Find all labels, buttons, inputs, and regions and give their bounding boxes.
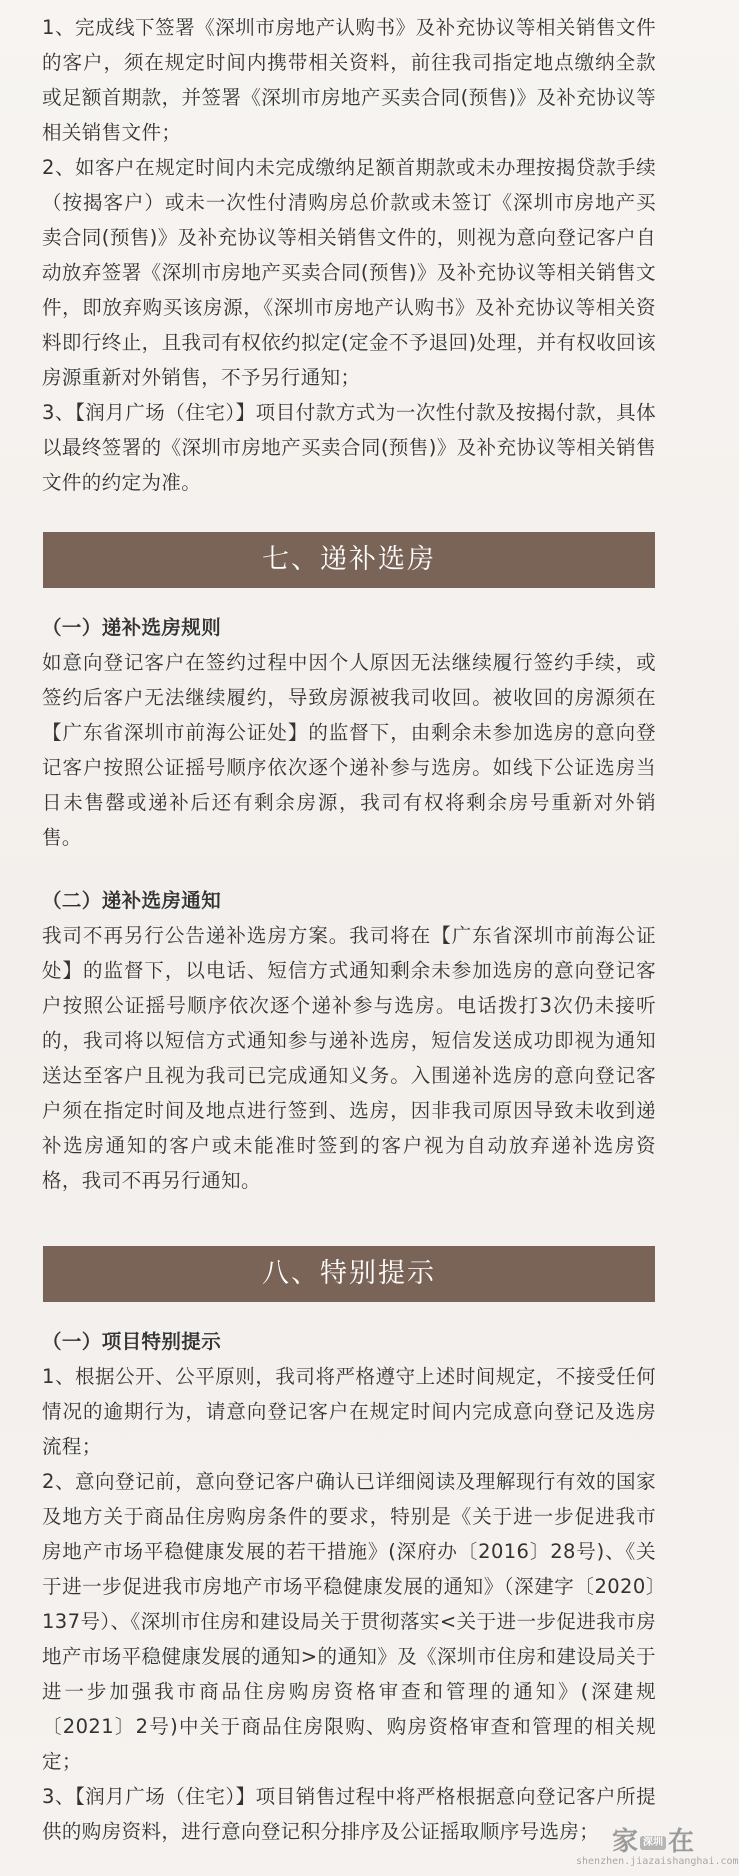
section8-body <box>42 1324 656 1849</box>
note-item-2: 2、意向登记前，意向登记客户确认已详细阅读及理解现行有效的国家及地方关于商品住房购房条件的要求，特别是《关于进一步促进我市房地产市场平稳健康发展的若干措施》(深府办〔2016〕28号)、《关于进一步促进我市房地产市场平稳健康发展的通知》（深建字〔2020〕137号）、《深圳市住房和建设局关于贯彻落实<关于进一步促进我市房地产市场平稳健康发展的通知>的通知》及《深圳市住房和建设局关于进一步加强我市商品住房购房资格审查和管理的通知》(深建规〔2021〕2号)中关于商品住房限购、购房资格审查和管理的相关规定； <box>42 1470 656 1773</box>
section-header-special-notes: 八、特别提示 <box>43 1246 655 1302</box>
subheading-backfill-rules: （一）递补选房规则 <box>42 616 222 639</box>
document-body <box>42 10 656 1849</box>
subheading-project-notes: （一）项目特别提示 <box>42 1330 222 1353</box>
backfill-notice-text: 我司不再另行公告递补选房方案。我司将在【广东省深圳市前海公证处】的监督下，以电话、短信方式通知剩余未参加选房的意向登记客户按照公证摇号顺序依次逐个递补参与选房。电话拨打3次仍未接听的，我司将以短信方式通知参与递补选房，短信发送成功即视为通知送达至客户且视为我司已完成通知义务。入围递补选房的意向登记客户须在指定时间及地点进行签到、选房，因非我司原因导致未收到递补选房通知的客户或未能准时签到的客户视为自动放弃递补选房资格，我司不再另行通知。 <box>42 924 656 1192</box>
watermark-char-left: 家 <box>611 1827 638 1857</box>
watermark-char-right: 在 <box>667 1827 694 1857</box>
note-item-1: 1、根据公开、公平原则，我司将严格遵守上述时间规定，不接受任何情况的逾期行为，请意向登记客户在规定时间内完成意向登记及选房流程； <box>42 1365 656 1458</box>
note-item-3: 3、【润月广场（住宅）】项目销售过程中将严格根据意向登记客户所提供的购房资料，进行意向登记积分排序及公证摇取顺序号选房； <box>42 1785 656 1843</box>
section-header-backfill: 七、递补选房 <box>43 532 655 588</box>
watermark-url: shenzhen.jiazaishanghai.com <box>576 1856 739 1867</box>
backfill-rules-text: 如意向登记客户在签约过程中因个人原因无法继续履行签约手续，或签约后客户无法继续履约，导致房源被我司收回。被收回的房源须在【广东省深圳市前海公证处】的监督下，由剩余未参加选房的意向登记客户按照公证摇号顺序依次逐个递补参与选房。如线下公证选房当日未售罄或递补后还有剩余房源，我司有权将剩余房号重新对外销售。 <box>42 651 656 849</box>
watermark-logo <box>576 1827 739 1872</box>
watermark-city-tag: 深圳 <box>640 1836 666 1850</box>
clause-3: 3、【润月广场（住宅）】项目付款方式为一次性付款及按揭付款，具体以最终签署的《深圳市房地产买卖合同(预售)》及补充协议等相关销售文件的约定为准。 <box>42 401 656 494</box>
subheading-backfill-notice: （二）递补选房通知 <box>42 889 222 912</box>
clause-1: 1、完成线下签署《深圳市房地产认购书》及补充协议等相关销售文件的客户，须在规定时间内携带相关资料，前往我司指定地点缴纳全款或足额首期款，并签署《深圳市房地产买卖合同(预售)》及补充协议等相关销售文件； <box>42 16 656 144</box>
clause-2: 2、如客户在规定时间内未完成缴纳足额首期款或未办理按揭贷款手续（按揭客户）或未一次性付清购房总价款或未签订《深圳市房地产买卖合同(预售)》及补充协议等相关销售文件的，则视为意向登记客户自动放弃签署《深圳市房地产买卖合同(预售)》及补充协议等相关销售文件，即放弃购买该房源，《深圳市房地产认购书》及补充协议等相关资料即行终止，且我司有权依约拟定(定金不予退回)处理，并有权收回该房源重新对外销售，不予另行通知； <box>42 156 656 389</box>
section7-body <box>42 610 656 1198</box>
section6-clauses <box>42 10 656 494</box>
